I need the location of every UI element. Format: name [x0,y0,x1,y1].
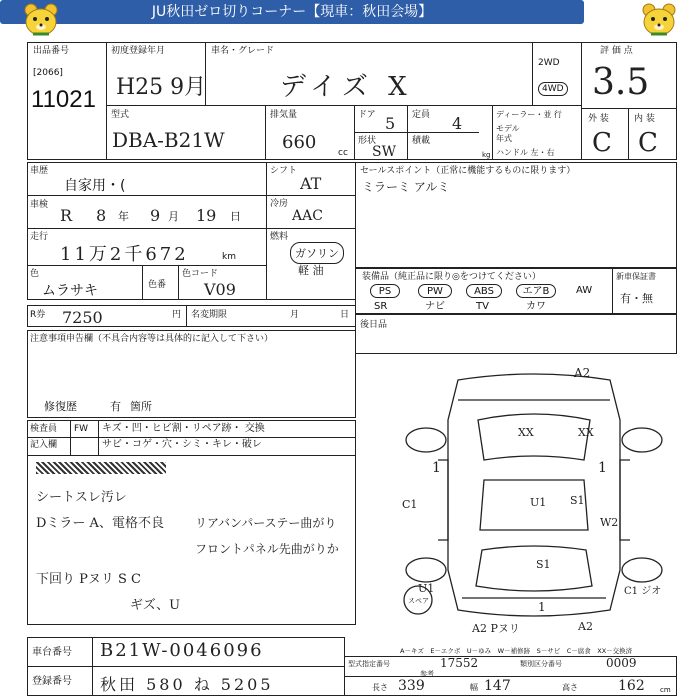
mark-a2-paint: A2 Pヌリ [472,622,520,635]
sales-points-label: セールスポイント（正常に機能するものに限ります） [360,166,576,176]
width-value: 147 [484,678,511,694]
history-label: 車歴 [30,166,49,176]
doors-label: ドア [358,110,376,120]
month2-unit: 月 [290,310,300,320]
notes-line6: ギズ、U [130,598,181,613]
notes-scribble [36,462,166,474]
left-mascot-icon [22,2,60,38]
name-change-label: 名変期限 [191,310,228,320]
capacity-label: 定員 [412,110,431,120]
height-label: 高さ [562,683,578,692]
four-wd-label: 4WD [538,82,568,96]
day2-unit: 日 [340,310,350,320]
drive-box [532,42,582,106]
doors-value: 5 [385,114,396,133]
equipment-label: 装備品（純正品に限り◎をつけてください） [362,272,541,282]
right-mascot-icon [640,2,678,38]
chassis-value: B21W-0046096 [100,640,264,661]
color-code-value: V09 [204,280,236,299]
equip-navi: ナビ [425,301,445,312]
warranty-label: 新車保証書 [616,272,656,281]
equip-aw: AW [576,285,593,296]
header-title: JU秋田ゼロ切りコーナー【現車：秋田会場】 [0,0,584,24]
equip-sr: SR [374,301,388,312]
year-unit: 年 [118,210,129,223]
history-box [27,162,267,196]
model-type-label: 型式 [111,110,130,120]
class-no-value: 0009 [606,656,637,670]
cm-unit: cm [660,686,671,694]
mark-1-left: 1 [432,460,441,476]
recycle-box [27,305,187,327]
mileage-value: 11万2千672 [60,244,189,265]
inspection-label: 車検 [30,200,49,210]
class-no-label: 類別区分番号 [520,660,562,668]
displacement-value: 660 [282,132,317,153]
mark-1-rear: 1 [538,600,546,614]
mark-s1-right: S1 [570,494,585,507]
model-year-hdr: モデル [496,124,520,133]
repair-history-label: 修復歴 [44,400,77,413]
chassis-label: 車台番号 [32,647,72,658]
mark-u1-rear: U1 [418,582,435,595]
mileage-label: 走行 [30,232,49,242]
reg-label: 登録番号 [32,676,72,687]
capacity-value: 4 [452,114,463,133]
mark-s1-rear: S1 [536,558,551,571]
notes-line4: フロントパネル先曲がりか [195,542,339,556]
notes-line5: 下回り Pヌリ S C [36,572,141,587]
interior-grade: C [638,128,658,158]
car-grade-label: 車名・グレード [211,46,275,56]
yen-unit: 円 [172,310,182,320]
repair-has-label: 有 [110,400,121,413]
recycle-value: 7250 [62,308,103,327]
warranty-options: 有・無 [620,292,653,305]
repair-spot-label: 箇所 [130,400,152,413]
insp-year: 8 [96,206,107,225]
delivery-label: 後日品 [360,320,388,330]
ac-label: 冷房 [270,199,289,209]
color-no-label: 色番 [148,280,167,290]
equip-abs: ABS [466,284,502,298]
car-name-value: デイズ X [280,72,413,102]
mark-a2-top: A2 [574,366,591,380]
color-label: 色 [30,269,40,279]
length-label: 長さ [372,683,388,692]
cc-unit: cc [338,148,348,158]
color-code-label: 色コード [182,269,219,279]
color-value: ムラサキ [42,283,98,299]
spare-label: スペア [408,597,429,605]
grade-score: 3.5 [592,62,650,103]
delivery-box [355,314,677,354]
damage-legend: A－キズ E－エクボ U－ゆみ W－補修跡 S－サビ C－腐食 XX－交換済 [400,647,633,655]
exterior-label: 外 装 [588,114,609,124]
shift-value: AT [300,174,322,193]
first-reg-label: 初度登録年月 [111,46,166,56]
model-year-label: 年式 [496,134,512,143]
equip-leather: カワ [526,301,546,312]
recycle-label: R券 [30,310,46,320]
model-designation-value: 17552 [440,656,479,670]
insp-day: 19 [196,206,217,225]
equip-ps: PS [370,284,400,298]
grade-label: 評 価 点 [600,46,633,56]
lot-number: 11021 [31,86,96,113]
fuel-value: ガソリン [290,242,344,264]
car-damage-diagram [388,360,680,635]
light-oil-label: 軽 油 [298,264,324,277]
symbols-row2: サビ・コゲ・穴・シミ・キレ・破レ [102,439,262,450]
equip-pw: PW [418,284,452,298]
first-reg-value: H25 9月 [116,75,207,100]
notes-line3: リアバンパーステー曲がり [195,516,337,530]
mark-c1-left: C1 [402,498,418,511]
record-label: 記入欄 [30,440,58,450]
fuel-label: 燃料 [270,232,289,242]
length-value: 339 [398,678,425,694]
month-unit: 月 [168,210,179,223]
mark-c1-rear: C1 ジオ [624,586,662,597]
width-label: 幅 [470,683,478,692]
mark-1-right: 1 [598,460,607,476]
handle-label: ハンドル 左・右 [496,148,555,157]
mark-xx-right: XX [578,426,594,439]
notes-line2: Dミラー A、電格不良 [36,516,164,531]
mark-u1-center: U1 [530,496,547,509]
km-unit: km [222,252,236,262]
dealer-label: ディーラー・並 行 [496,110,562,119]
interior-label: 内 装 [634,114,655,124]
lot-prefix: [2066] [33,68,63,78]
insp-era: R [60,206,73,225]
symbols-row1: キズ・凹・ヒビ割・リペア跡・ 交換 [102,423,265,434]
history-value: 自家用・( [64,178,126,194]
two-wd-label: 2WD [538,58,560,68]
height-value: 162 [618,678,645,694]
mark-a2-rear: A2 [578,620,593,633]
notes-label: 注意事項申告欄（不具合内容等は具体的に記入して下さい） [30,334,274,344]
equip-tv: TV [476,301,489,312]
shape-value: SW [372,144,396,160]
model-designation-label: 型式指定番号 [348,660,390,668]
mark-xx-left: XX [518,426,534,439]
day-unit: 日 [230,210,241,223]
shift-label: シフト [270,166,298,176]
shape-label: 形状 [358,136,377,146]
lot-label: 出品番号 [33,46,70,56]
reg-value: 秋田 580 ね 5205 [100,675,274,694]
ac-value: AAC [292,208,323,224]
inspector-label: 検査員 [30,424,58,434]
notes-line1: シートスレ汚レ [36,490,127,505]
model-type-value: DBA-B21W [112,128,225,152]
equip-airbag: エアB [516,284,556,298]
kg-unit: kg [482,151,491,159]
insp-month: 9 [150,206,161,225]
exterior-grade: C [592,128,612,158]
fw-label: FW [74,424,89,434]
mark-w2-right: W2 [600,516,619,529]
reference-label: 参考 [420,670,434,678]
sales-point-value: ミラーミ アルミ [362,180,450,194]
load-label: 積載 [412,136,431,146]
displacement-label: 排気量 [270,110,298,120]
